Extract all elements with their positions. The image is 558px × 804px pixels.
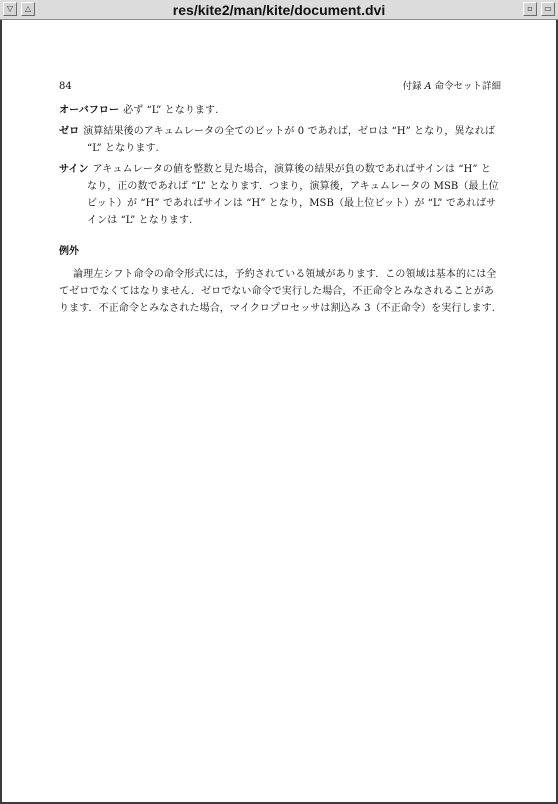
document-page — [59, 78, 501, 317]
window-titlebar[interactable] — [0, 0, 558, 20]
chapter-prefix: 付録 — [402, 81, 425, 92]
flag-term: ゼロ — [59, 126, 80, 137]
flag-item-zero — [59, 123, 501, 157]
flag-item-sign — [59, 161, 501, 229]
window-maximize-button[interactable]: ▭ — [541, 2, 555, 16]
window-title: res/kite2/man/kite/document.dvi — [172, 2, 386, 18]
chapter-letter: A — [424, 81, 432, 92]
flag-description: アキュムレータの値を整数と見た場合，演算後の結果が負の数であればサインは “H” となり，正の数であれば “L” となります．つまり，演算後，アキュムレータの MSB（最上位ビット）が “H” であればサインは “H” となり，MSB（最上位ビット）が “L” であればサインは “L” となります. — [87, 164, 499, 226]
chapter-suffix: 命令セット詳細 — [431, 81, 501, 92]
exception-paragraph: 論理左シフト命令の命令形式には，予約されている領域があります．この領域は基本的には全てゼロでなくてはなりません．ゼロでない命令で実行した場合，不正命令とみなされることがあります．不正命令とみなされた場合，マイクロプロセッサは割込み 3（不正命令）を実行します. — [59, 269, 497, 314]
flag-description: 必ず “L” となります. — [123, 105, 219, 116]
flag-description: 演算結果後のアキュムレータの全てのビットが 0 であれば，ゼロは “H” となり，異なれば “L” となります. — [83, 126, 495, 154]
flag-term: サイン — [59, 164, 89, 175]
flag-term: オーバフロー — [59, 105, 120, 116]
window-menu-button[interactable]: ▽ — [3, 2, 17, 16]
chapter-heading — [403, 78, 501, 95]
window-minimize-button[interactable]: ▫ — [523, 2, 537, 16]
flag-item-overflow — [59, 102, 501, 119]
exception-heading: 例外 — [59, 246, 79, 257]
document-viewport[interactable] — [0, 20, 558, 804]
window-shade-button[interactable]: △ — [21, 2, 35, 16]
page-header — [59, 78, 501, 95]
page-number: 84 — [59, 81, 72, 92]
